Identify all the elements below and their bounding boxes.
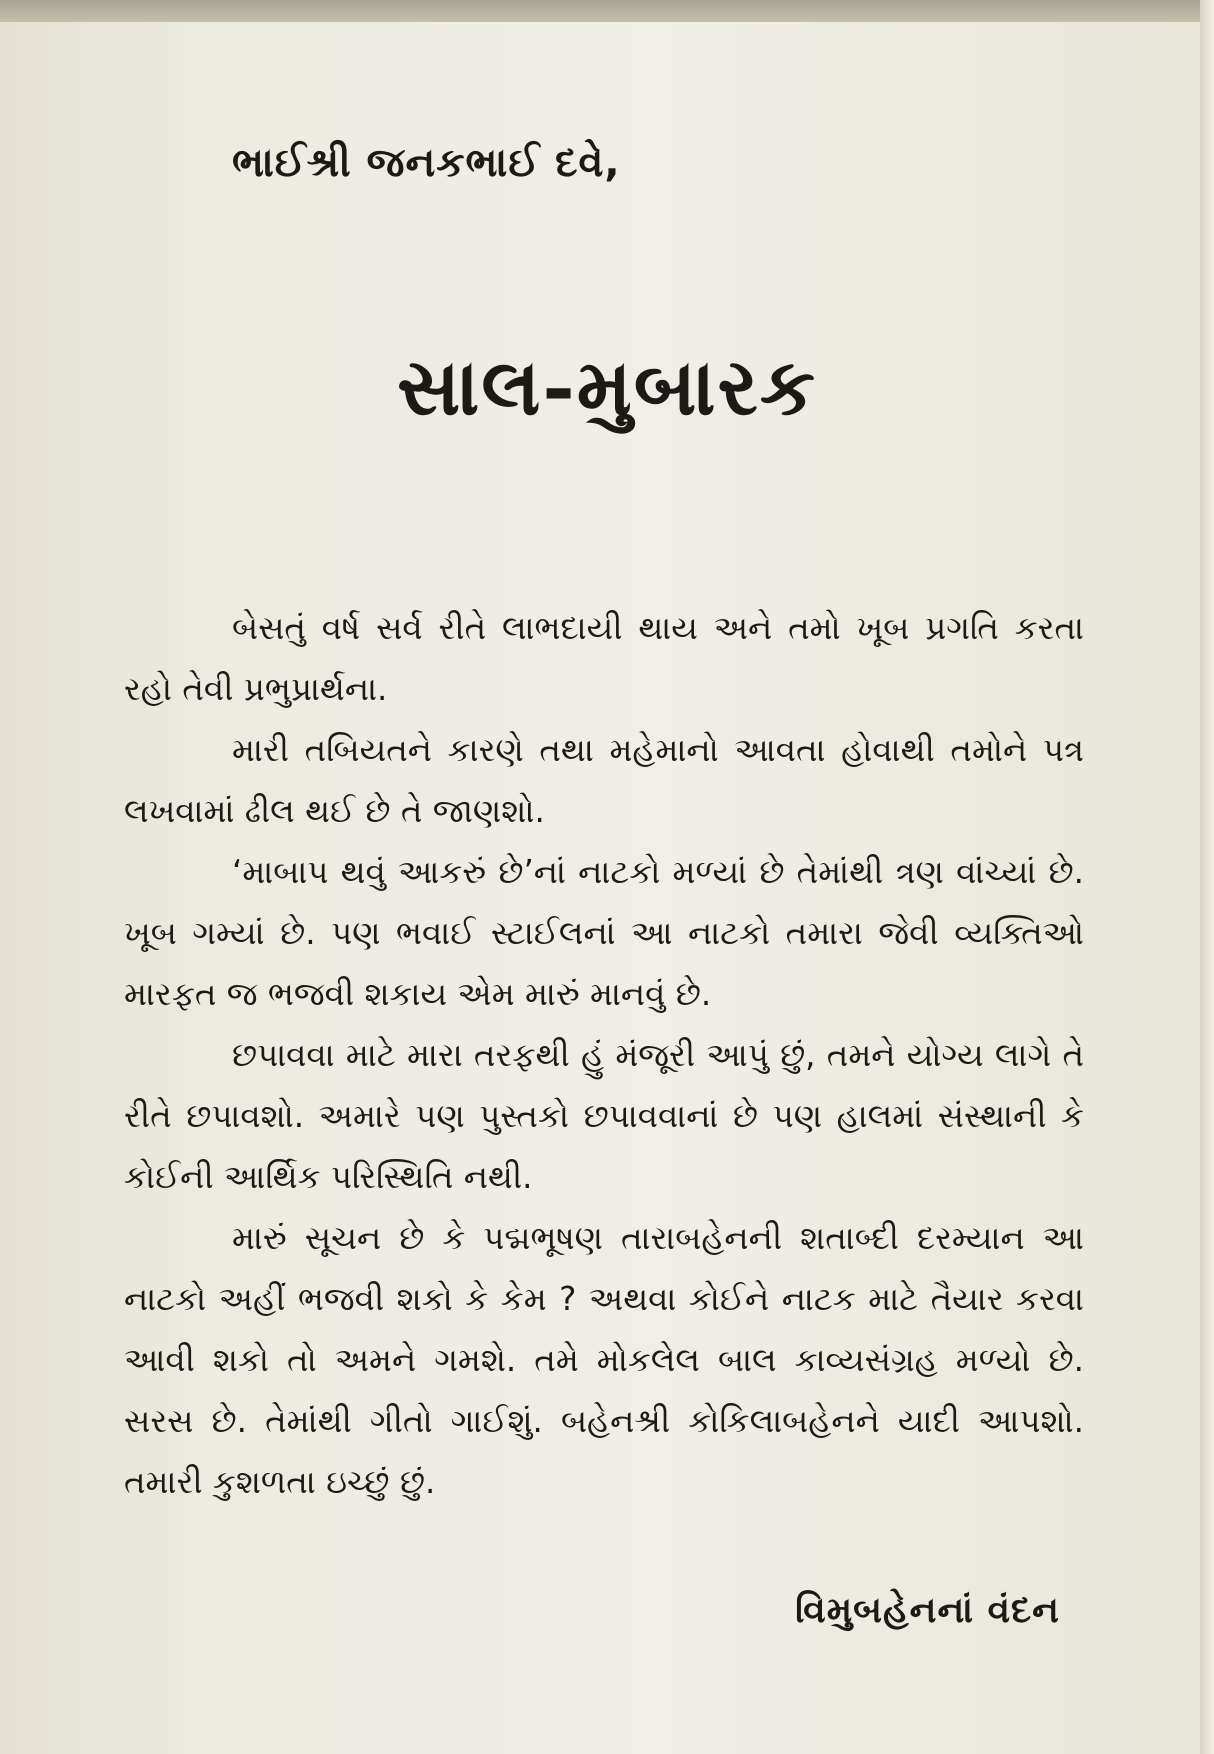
- paragraph-1: બેસતું વર્ષ સર્વ રીતે લાભદાયી થાય અને તમો ખૂબ પ્રગતિ કરતા રહો તેવી પ્રભુપ્રાર્થના.: [124, 609, 1084, 708]
- signature: વિમુબહેનનાં વંદન: [795, 1590, 1060, 1631]
- paragraph-2: મારી તબિયતને કારણે તથા મહેમાનો આવતા હોવાથી તમોને પત્ર લખવામાં ઢીલ થઈ છે તે જાણશો.: [124, 731, 1084, 830]
- salutation: ભાઈશ્રી જનકભાઈ દવે,: [232, 140, 621, 186]
- letter-title: સાલ-મુબારક: [397, 342, 817, 433]
- page-right-edge: [1200, 0, 1214, 1754]
- letter-body: [124, 598, 1084, 1513]
- paragraph-5: મારું સૂચન છે કે પદ્મભૂષણ તારાબહેનની શતાબ્દી દરમ્યાન આ નાટકો અહીં ભજવી શકો કે કેમ ? અથવા કોઈને નાટક માટે તૈયાર કરવા આવી શકો તો અમને ગમશે. તમે મોકલેલ બાલ કાવ્યસંગ્રહ મળ્યો છે. સરસ છે. તેમાંથી ગીતો ગાઈશું. બહેનશ્રી કોકિલાબહેનને યાદી આપશો. તમારી કુશળતા ઇચ્છું છું.: [124, 1219, 1084, 1501]
- paragraph-4: છપાવવા માટે મારા તરફથી હું મંજૂરી આપું છું, તમને યોગ્ય લાગે તે રીતે છપાવશો. અમારે પણ પુસ્તકો છપાવવાનાં છે પણ હાલમાં સંસ્થાની કે કોઈની આર્થિક પરિસ્થિતિ નથી.: [124, 1036, 1084, 1196]
- letter-page: [0, 22, 1200, 1754]
- paragraph-3: ‘માબાપ થવું આકરું છે’નાં નાટકો મળ્યાં છે તેમાંથી ત્રણ વાંચ્યાં છે. ખૂબ ગમ્યાં છે. પણ ભવાઈ સ્ટાઈલનાં આ નાટકો તમારા જેવી વ્યક્તિઓ મારફત જ ભજવી શકાય એમ મારું માનવું છે.: [124, 853, 1084, 1013]
